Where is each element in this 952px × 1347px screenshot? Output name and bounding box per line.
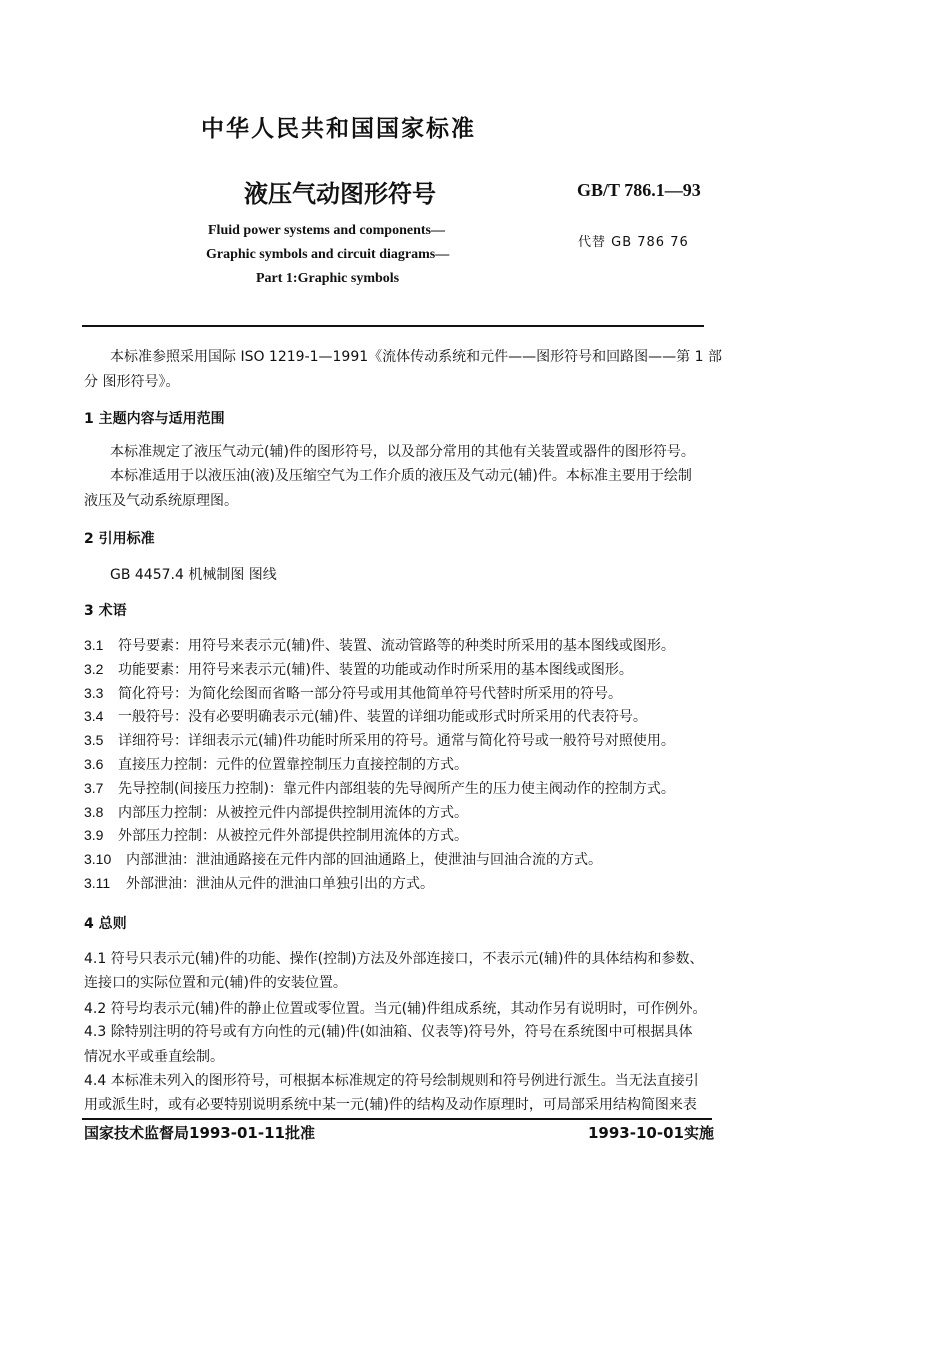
clause-4-3-line-2: 情况水平或垂直绘制。: [84, 1049, 224, 1065]
term-text: 外部压力控制：从被控元件外部提供控制用流体的方式。: [118, 828, 468, 845]
term-text: 简化符号：为简化绘图而省略一部分符号或用其他简单符号代替时所采用的符号。: [118, 685, 622, 702]
title-en-line3: Part 1:Graphic symbols: [256, 271, 400, 286]
list-item: [84, 753, 704, 777]
clause-4-4-line-1: 4.4 本标准未列入的图形符号，可根据本标准规定的符号绘制规则和符号例进行派生。当无法直接引: [84, 1073, 699, 1089]
section-2-heading: 2 引用标准: [84, 531, 155, 547]
intro-line-2: 分 图形符号》。: [84, 374, 180, 390]
term-number: 3.8: [84, 803, 104, 820]
header-divider: [82, 325, 704, 327]
section-1-para-2-line-2: 液压及气动系统原理图。: [84, 493, 238, 509]
term-number: 3.11: [84, 874, 111, 891]
title-en-line1: Fluid power systems and components—: [208, 223, 445, 238]
term-text: 符号要素：用符号来表示元(辅)件、装置、流动管路等的种类时所采用的基本图线或图形。: [118, 638, 675, 654]
clause-4-4-line-2: 用或派生时，或有必要特别说明系统中某一元(辅)件的结构及动作原理时，可局部采用结构简图来表: [84, 1097, 697, 1113]
organization-title: 中华人民共和国国家标准: [201, 116, 476, 142]
term-number: 3.1: [84, 637, 104, 653]
term-number: 3.10: [84, 851, 112, 868]
list-item: [84, 872, 704, 896]
intro-line-1: 本标准参照采用国际 ISO 1219-1—1991《流体传动系统和元件——图形符号和回路图——第 1 部: [110, 349, 722, 365]
term-number: 3.9: [84, 827, 104, 844]
term-text: 外部泄油：泄油从元件的泄油口单独引出的方式。: [126, 875, 434, 892]
term-number: 3.6: [84, 755, 104, 772]
section-2-reference: GB 4457.4 机械制图 图线: [110, 567, 277, 583]
title-en-line2: Graphic symbols and circuit diagrams—: [206, 247, 450, 262]
list-item: [84, 729, 704, 753]
footer-divider: [82, 1118, 712, 1120]
term-number: 3.5: [84, 732, 104, 749]
clause-4-2: 4.2 符号均表示元(辅)件的静止位置或零位置。当元(辅)件组成系统，其动作另有说明时，可作例外。: [84, 1001, 707, 1017]
section-4-heading: 4 总则: [84, 916, 127, 932]
clause-4-3-line-1: 4.3 除特别注明的符号或有方向性的元(辅)件(如油箱、仪表等)符号外，符号在系统图中可根据具体: [84, 1024, 693, 1040]
section-1-para-2-line-1: 本标准适用于以液压油(液)及压缩空气为工作介质的液压及气动元(辅)件。本标准主要用于绘制: [110, 468, 692, 484]
term-text: 详细符号：详细表示元(辅)件功能时所采用的符号。通常与简化符号或一般符号对照使用。: [118, 733, 675, 750]
list-item: [84, 658, 704, 682]
term-text: 先导控制(间接压力控制)：靠元件内部组装的先导阀所产生的压力使主阀动作的控制方式。: [118, 780, 675, 797]
section-1-heading: 1 主题内容与适用范围: [84, 411, 225, 427]
clause-4-1-line-1: 4.1 符号只表示元(辅)件的功能、操作(控制)方法及外部连接口，不表示元(辅)件的具体结构和参数、: [84, 951, 704, 967]
list-item: [84, 801, 704, 825]
list-item: [84, 705, 704, 729]
section-3-term-list: [84, 634, 704, 896]
clause-4-1-line-2: 连接口的实际位置和元(辅)件的安装位置。: [84, 975, 347, 991]
term-text: 内部压力控制：从被控元件内部提供控制用流体的方式。: [118, 804, 468, 821]
term-number: 3.2: [84, 660, 104, 677]
replaces-note: 代替 GB 786 76: [578, 235, 689, 250]
list-item: [84, 848, 704, 872]
document-title-cn: 液压气动图形符号: [244, 180, 436, 208]
list-item: [84, 634, 704, 658]
list-item: [84, 824, 704, 848]
term-number: 3.7: [84, 779, 104, 796]
term-number: 3.4: [84, 708, 104, 725]
term-text: 内部泄油：泄油通路接在元件内部的回油通路上，使泄油与回油合流的方式。: [126, 852, 602, 869]
implementation-date: 1993-10-01实施: [588, 1124, 714, 1142]
list-item: [84, 777, 704, 801]
standard-number: GB/T 786.1—93: [577, 180, 701, 200]
section-3-heading: 3 术语: [84, 603, 127, 619]
term-text: 功能要素：用符号来表示元(辅)件、装置的功能或动作时所采用的基本图线或图形。: [118, 661, 633, 678]
approval-note: 国家技术监督局1993-01-11批准: [84, 1124, 315, 1142]
section-1-para-1: 本标准规定了液压气动元(辅)件的图形符号，以及部分常用的其他有关装置或器件的图形符号。: [110, 444, 695, 460]
term-text: 一般符号：没有必要明确表示元(辅)件、装置的详细功能或形式时所采用的代表符号。: [118, 709, 647, 726]
term-text: 直接压力控制：元件的位置靠控制压力直接控制的方式。: [118, 756, 468, 773]
list-item: [84, 682, 704, 706]
term-number: 3.3: [84, 684, 104, 701]
